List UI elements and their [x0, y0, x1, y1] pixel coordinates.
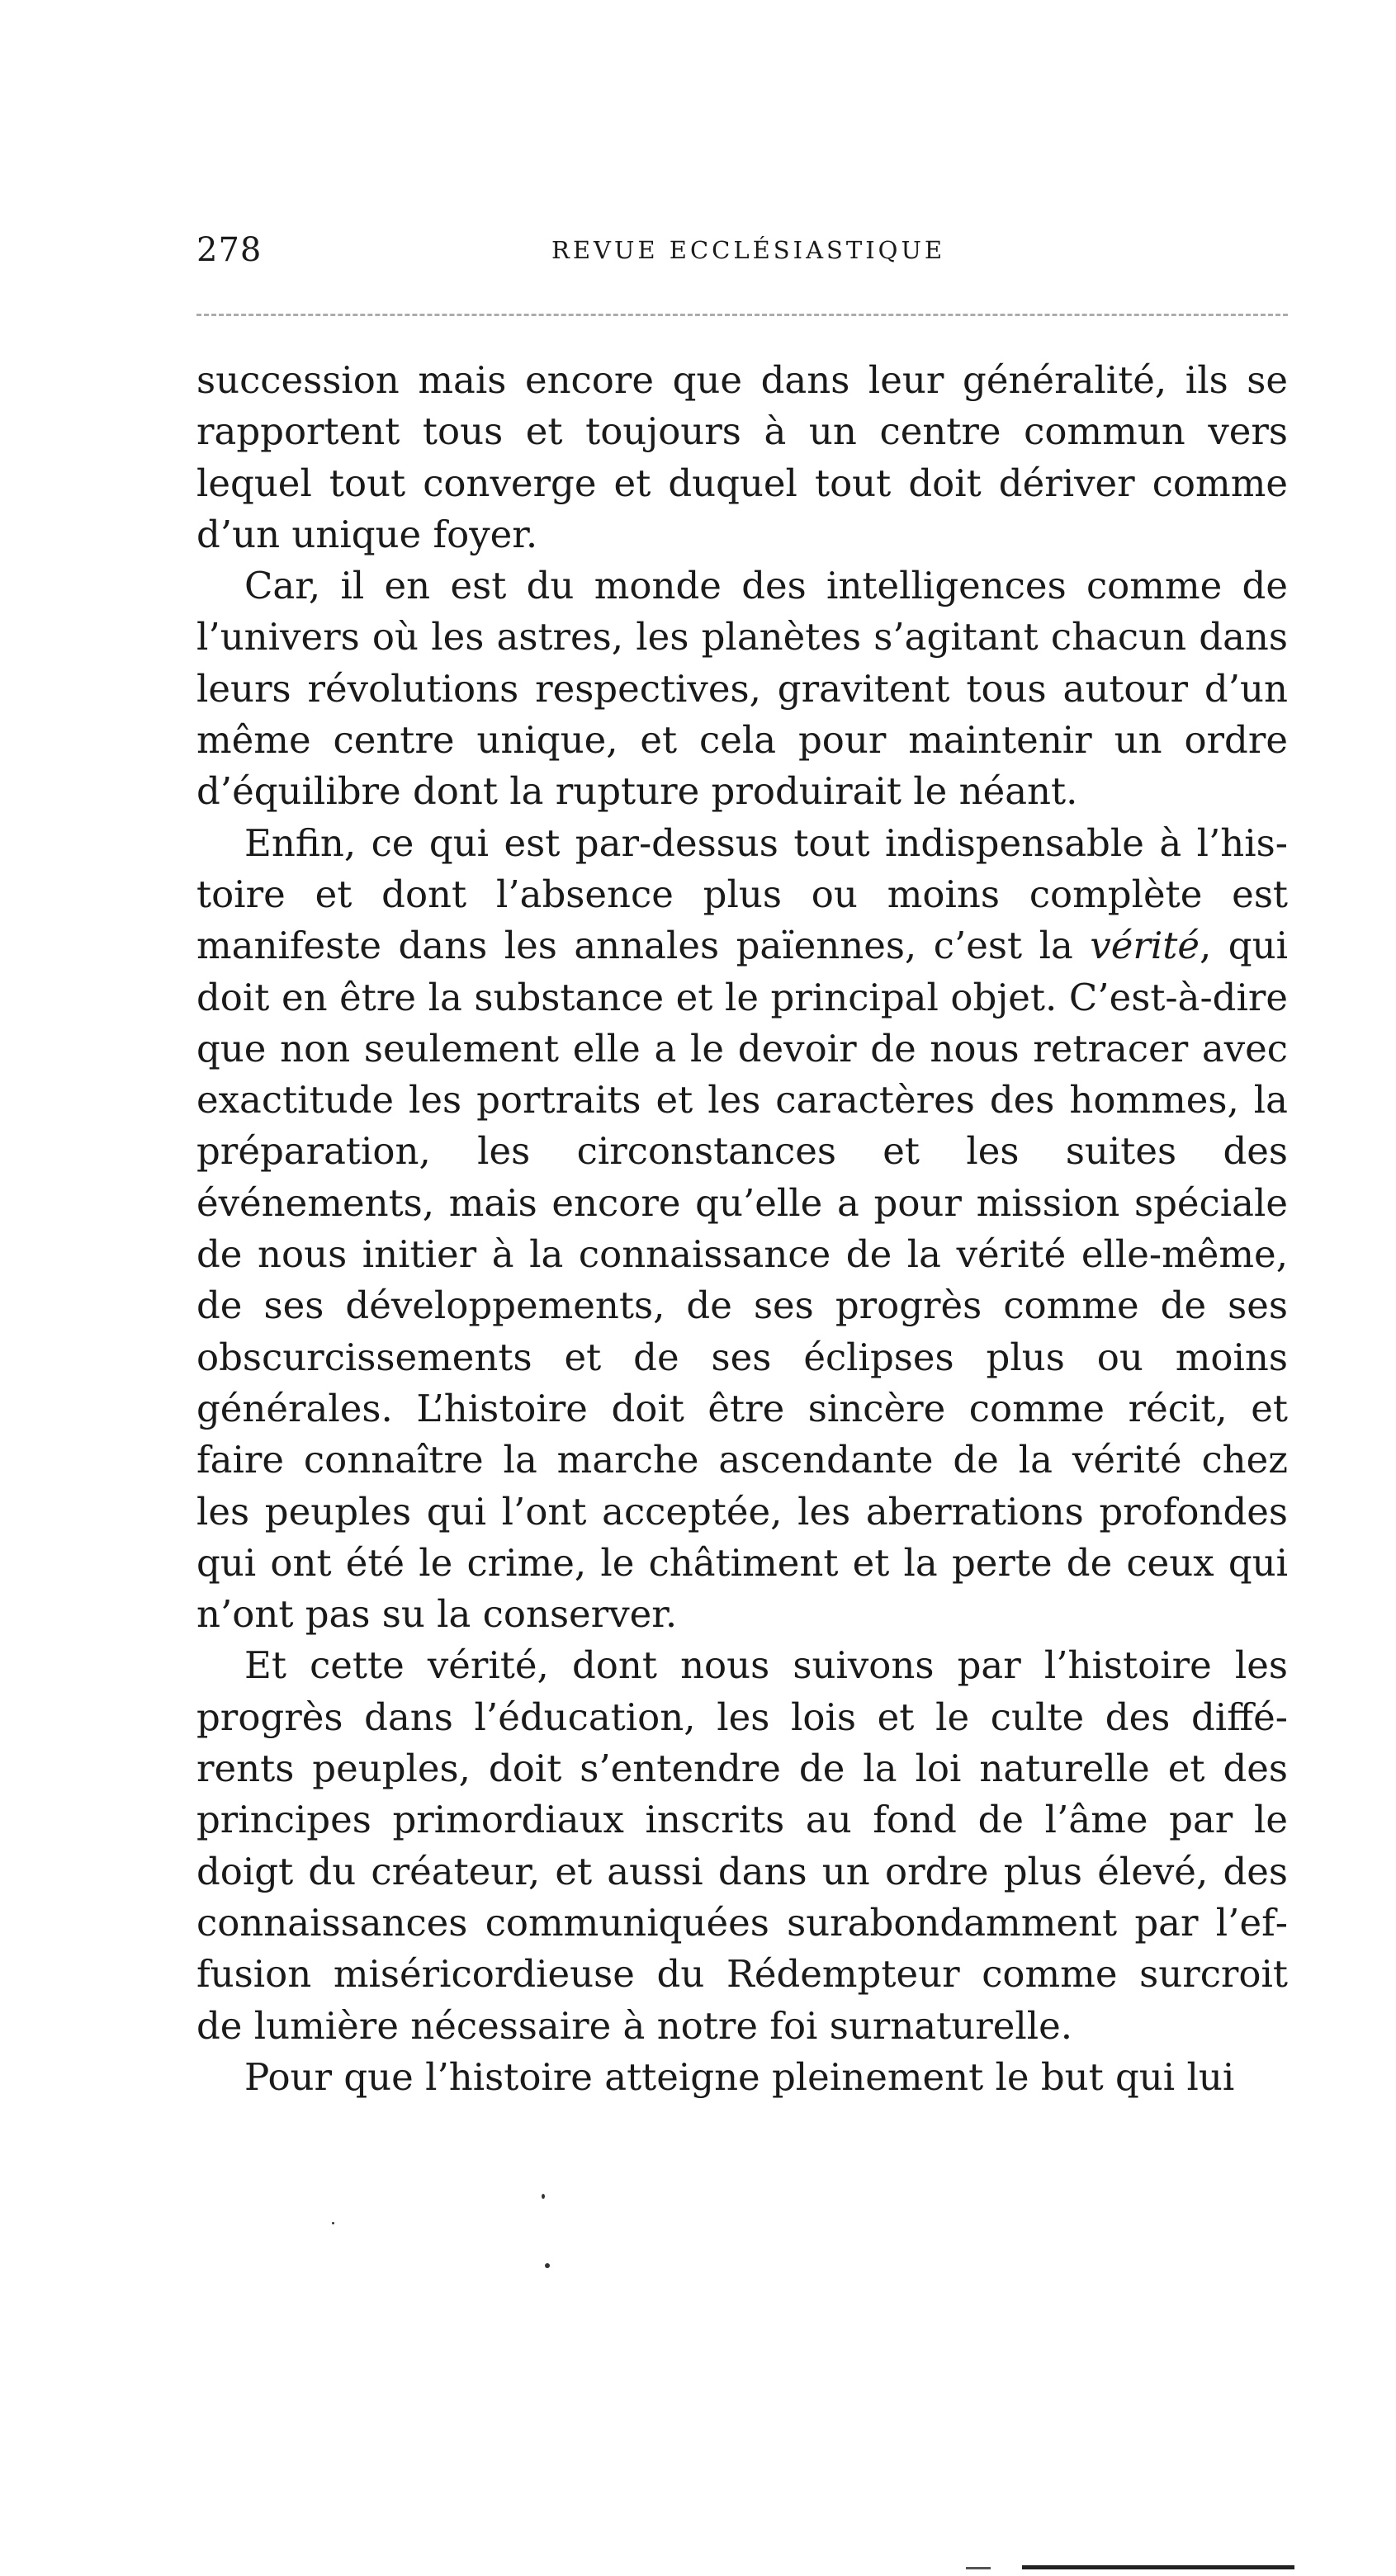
journal-title: REVUE ECCLÉSIASTIQUE [551, 236, 946, 264]
running-head [196, 231, 1294, 281]
scan-speck [542, 2194, 545, 2199]
paragraph-5: Pour que l’histoire atteigne pleinement le but qui lui [244, 2054, 1235, 2099]
scan-speck [545, 2263, 550, 2268]
body-text [196, 355, 1288, 2103]
scan-speck [332, 2222, 334, 2224]
paragraph-2: Car, il en est du monde des intelligences comme de l’univers où les astres, les planètes s’agitant chacun dans leurs révolutions respectives, gravitent tous autour d’un même centre unique, et cela pour maintenir un ordre d’équilibre dont la rupture produirait le néant. [196, 564, 1288, 814]
bottom-rule [1022, 2565, 1294, 2569]
bottom-mark [966, 2567, 991, 2569]
paragraph-3-part-1: Enfin, ce qui est par-dessus tout indispensable à l’histoire et dont l’absence plus ou moins complète est manifeste dans les annales païennes, c’est la [196, 820, 1288, 968]
paragraph-3 [196, 818, 1288, 1641]
header-divider [196, 314, 1288, 316]
italic-word-verite: vérité [1090, 924, 1200, 968]
page-number: 278 [196, 231, 263, 269]
paragraph-3-part-2: , qui doit en être la substance et le principal objet. C’est-à-dire que non seulement elle a le devoir de nous retracer avec exactitude les portraits et les caractères des hommes, la préparation, les circonstances et les suites des événements, mais encore qu’elle a pour mission spéciale de nous initier à la connaissance de la vérité elle-même, de ses développements, de ses progrès comme de ses obscurcissements et de ses éclipses plus ou moins générales. L’histoire doit être sincère comme récit, et faire connaître la marche ascendante de la vérité chez les peuples qui l’ont acceptée, les aberrations profondes qui ont été le crime, le châtiment et la perte de ceux qui n’ont pas su la conserver. [196, 924, 1288, 1637]
paragraph-1: succession mais encore que dans leur généralité, ils se rapportent tous et toujours à un centre commun vers lequel tout converge et duquel tout doit dériver comme d’un unique foyer. [196, 358, 1288, 556]
paragraph-4: Et cette vérité, dont nous suivons par l’histoire les progrès dans l’éducation, les lois et le culte des différents peuples, doit s’entendre de la loi naturelle et des principes primordiaux inscrits au fond de l’âme par le doigt du créateur, et aussi dans un ordre plus élevé, des connaissances communiquées surabondamment par l’effusion miséricordieuse du Rédempteur comme surcroit de lumière nécessaire à notre foi surnaturelle. [196, 1643, 1288, 2048]
